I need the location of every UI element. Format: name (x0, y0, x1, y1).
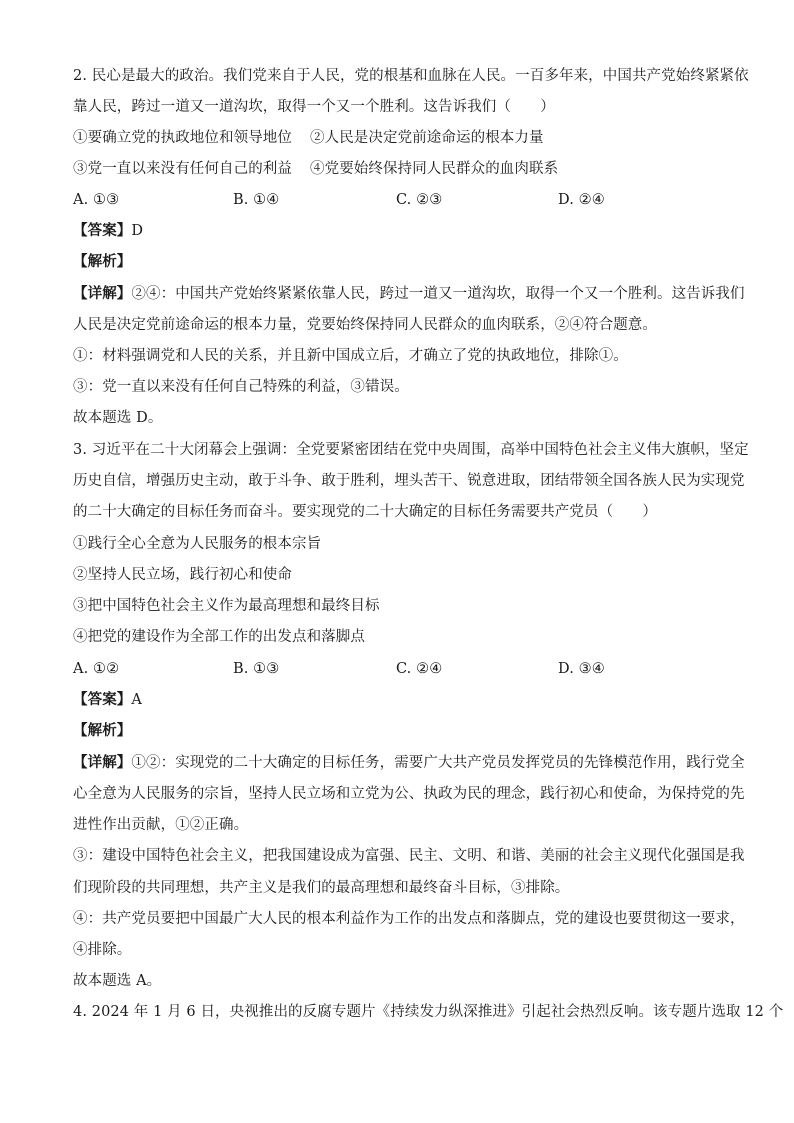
q2-detail-line-4: ③：党一直以来没有任何自己特殊的利益，③错误。 (73, 379, 409, 395)
q2-choice-b: B. ①④ (233, 192, 280, 208)
q2-answer (73, 221, 733, 241)
q3-stem-line-1: 3. 习近平在二十大闭幕会上强调：全党要紧密团结在党中央周围，高举中国特色社会主义伟大旗帜，坚定 (73, 442, 749, 458)
q2-stem-line-2: 靠人民，跨过一道又一道沟坎，取得一个又一个胜利。这告诉我们（ ） (73, 99, 555, 115)
q3-answer-tag: 【答案】 (73, 691, 132, 708)
q2-choice-d: D. ②④ (558, 192, 605, 208)
q3-detail-tag: 【详解】 (73, 754, 132, 771)
q3-detail-line-6: ④：共产党员要把中国最广大人民的根本利益作为工作的出发点和落脚点，党的建设也要贯彻这一要求， (73, 911, 745, 927)
q2-detail-line-2: 人民是决定党前途命运的根本力量，党要始终保持同人民群众的血肉联系，②④符合题意。 (73, 317, 657, 333)
q3-choice-c: C. ②④ (396, 661, 443, 677)
q3-detail-line-2: 心全意为人民服务的宗旨，坚持人民立场和立党为公、执政为民的理念，践行初心和使命，为保持党的先 (73, 786, 745, 802)
q2-detail-line-1: 【详解】②④：中国共产党始终紧紧依靠人民，跨过一道又一道沟坎，取得一个又一个胜利。这告诉我们 (73, 285, 745, 302)
q2-choice-c: C. ②③ (396, 192, 443, 208)
q2-choice-a: A. ①③ (73, 192, 120, 208)
q2-conclusion: 故本题选 D。 (73, 410, 163, 426)
q3-choice-b: B. ①③ (233, 661, 280, 677)
q3-detail-line-4: ③：建设中国特色社会主义，把我国建设成为富强、民主、文明、和谐、美丽的社会主义现代化强国是我 (73, 848, 745, 864)
q2-statement-1: ①要确立党的执政地位和领导地位 (73, 130, 292, 146)
q2-stem-line-1: 2. 民心是最大的政治。我们党来自于人民，党的根基和血脉在人民。一百多年来，中国共产党始终紧紧依 (73, 68, 749, 84)
q2-statement-3: ③党一直以来没有任何自己的利益 (73, 161, 292, 177)
q3-detail-line-3: 进性作出贡献，①②正确。 (73, 817, 249, 833)
q3-detail-line-7: ④排除。 (73, 942, 132, 958)
q2-detail-tag: 【详解】 (73, 285, 132, 302)
q2-answer-tag: 【答案】 (73, 222, 132, 239)
q3-choice-a: A. ①② (73, 661, 120, 677)
q2-analysis-tag: 【解析】 (73, 253, 132, 270)
q3-statement-4: ④把党的建设作为全部工作的出发点和落脚点 (73, 629, 365, 645)
q3-choice-d: D. ③④ (558, 661, 605, 677)
q2-answer-value: D (131, 223, 144, 239)
q3-statement-1: ①践行全心全意为人民服务的根本宗旨 (73, 536, 322, 552)
q2-statement-4: ④党要始终保持同人民群众的血肉联系 (310, 161, 559, 177)
q3-analysis-tag: 【解析】 (73, 722, 132, 739)
q3-statement-3: ③把中国特色社会主义作为最高理想和最终目标 (73, 598, 380, 614)
q3-answer-value: A (131, 692, 142, 708)
q3-detail-line-5: 们现阶段的共同理想，共产主义是我们的最高理想和最终奋斗目标，③排除。 (73, 880, 570, 896)
q2-detail-line-3: ①：材料强调党和人民的关系，并且新中国成立后，才确立了党的执政地位，排除①。 (73, 348, 628, 364)
q4-stem-line-1: 4. 2024 年 1 月 6 日，央视推出的反腐专题片《持续发力纵深推进》引起社会热烈反响。该专题片选取 12 个 (73, 1004, 784, 1020)
q3-answer (73, 690, 733, 710)
q3-detail-line-1: 【详解】①②：实现党的二十大确定的目标任务，需要广大共产党员发挥党员的先锋模范作用，践行党全 (73, 754, 745, 771)
q2-statement-2: ②人民是决定党前途命运的根本力量 (310, 130, 544, 146)
q3-stem-line-2: 历史自信，增强历史主动，敢于斗争、敢于胜利，埋头苦干、锐意进取，团结带领全国各族人民为实现党 (73, 473, 745, 489)
q3-statement-2: ②坚持人民立场，践行初心和使命 (73, 567, 292, 583)
q3-conclusion: 故本题选 A。 (73, 973, 162, 989)
q3-stem-line-3: 的二十大确定的目标任务而奋斗。要实现党的二十大确定的目标任务需要共产党员（ ） (73, 504, 657, 520)
